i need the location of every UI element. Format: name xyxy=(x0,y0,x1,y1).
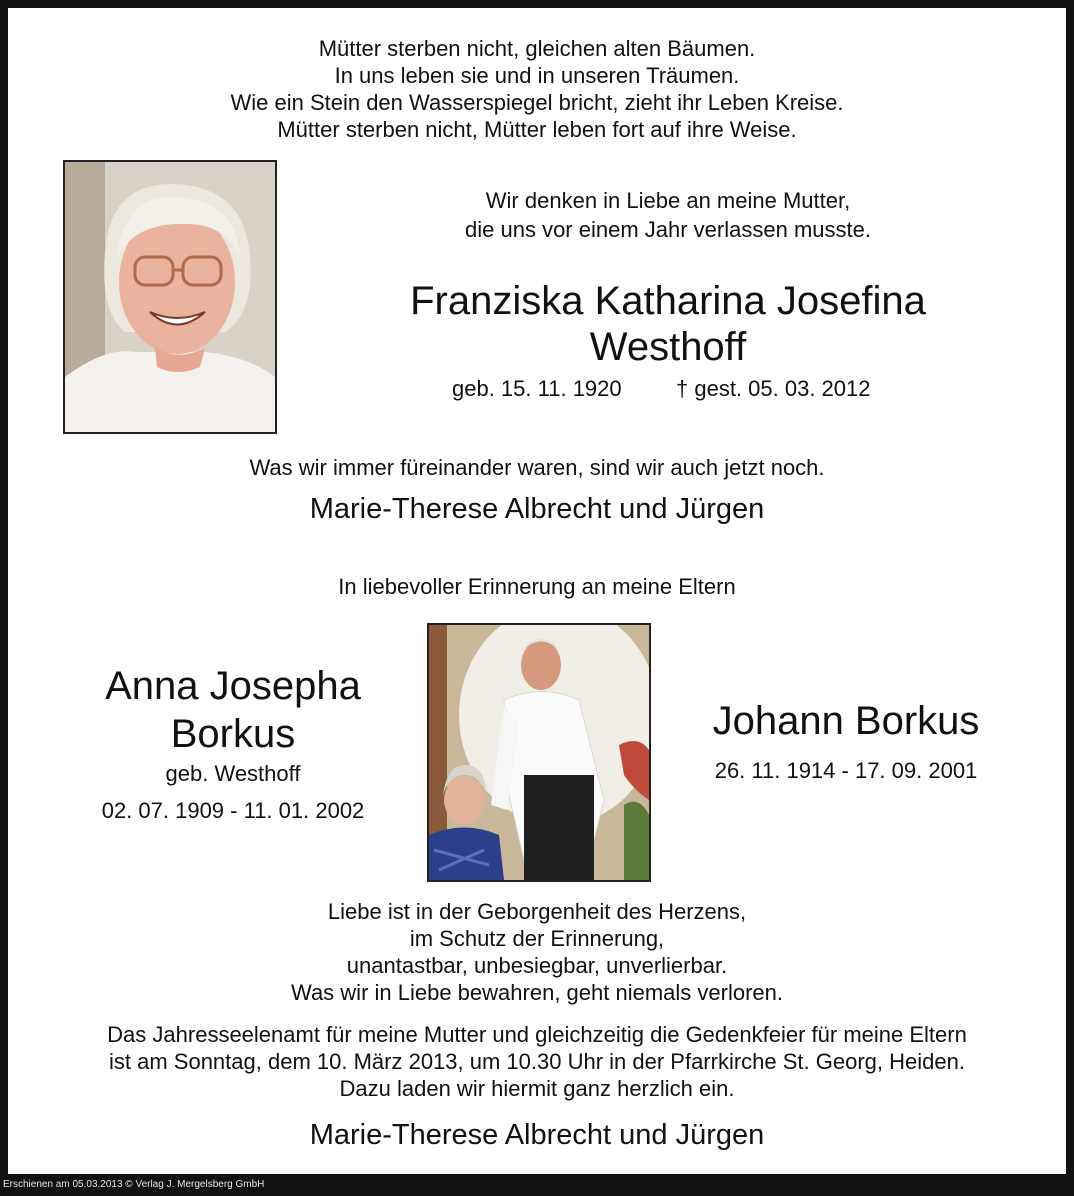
quote: Was wir immer füreinander waren, sind wir auch jetzt noch. xyxy=(249,455,825,480)
deceased-name-anna xyxy=(48,662,418,758)
bottom-poem xyxy=(8,898,1066,1006)
portrait-franziska xyxy=(63,160,277,434)
intro-line: Wir denken in Liebe an meine Mutter, xyxy=(485,188,851,213)
deceased-name-franziska xyxy=(338,278,998,370)
poem-line: im Schutz der Erinnerung, xyxy=(409,926,665,951)
final-signature: Marie-Therese Albrecht und Jürgen xyxy=(309,1119,765,1151)
photo-couple xyxy=(427,623,651,882)
johann-dates: 26. 11. 1914 - 17. 09. 2001 xyxy=(714,758,978,783)
service-line: Das Jahresseelenamt für meine Mutter und gleichzeitig die Gedenkfeier für meine Eltern xyxy=(107,1022,967,1047)
anna-dates: 02. 07. 1909 - 11. 01. 2002 xyxy=(101,798,365,823)
poem-line: Was wir in Liebe bewahren, geht niemals verloren. xyxy=(291,980,783,1005)
name-line: Franziska Katharina Josefina xyxy=(410,279,926,323)
birth-date: geb. 15. 11. 1920 xyxy=(452,376,622,401)
intro-line: die uns vor einem Jahr verlassen musste. xyxy=(465,217,871,242)
signature: Marie-Therese Albrecht und Jürgen xyxy=(309,493,765,525)
name-line: Westhoff xyxy=(589,325,747,369)
parents-intro: In liebevoller Erinnerung an meine Eltern xyxy=(338,574,736,599)
publication-footer: Erschienen am 05.03.2013 © Verlag J. Mergelsberg GmbH xyxy=(3,1179,265,1190)
poem-line: Mütter sterben nicht, Mütter leben fort auf ihre Weise. xyxy=(277,117,797,142)
obituary-notice xyxy=(8,8,1066,1174)
poem-line: unantastbar, unbesiegbar, unverlierbar. xyxy=(346,953,728,978)
name-line: Anna Josepha xyxy=(105,664,361,708)
poem-line: Mütter sterben nicht, gleichen alten Bäumen. xyxy=(318,36,756,61)
poem-line: Liebe ist in der Geborgenheit des Herzens, xyxy=(327,899,747,924)
poem-line: In uns leben sie und in unseren Träumen. xyxy=(334,63,740,88)
maiden-name: geb. Westhoff xyxy=(165,761,301,786)
top-poem xyxy=(8,35,1066,143)
death-date: † gest. 05. 03. 2012 xyxy=(676,376,871,401)
name-line: Borkus xyxy=(170,712,296,756)
mother-intro xyxy=(338,186,998,244)
deceased-name-johann: Johann Borkus xyxy=(712,699,980,743)
service-line: Dazu laden wir hiermit ganz herzlich ein. xyxy=(339,1076,735,1101)
service-info xyxy=(8,1021,1066,1102)
service-line: ist am Sonntag, dem 10. März 2013, um 10.30 Uhr in der Pfarrkirche St. Georg, Heiden. xyxy=(109,1049,965,1074)
poem-line: Wie ein Stein den Wasserspiegel bricht, zieht ihr Leben Kreise. xyxy=(230,90,844,115)
